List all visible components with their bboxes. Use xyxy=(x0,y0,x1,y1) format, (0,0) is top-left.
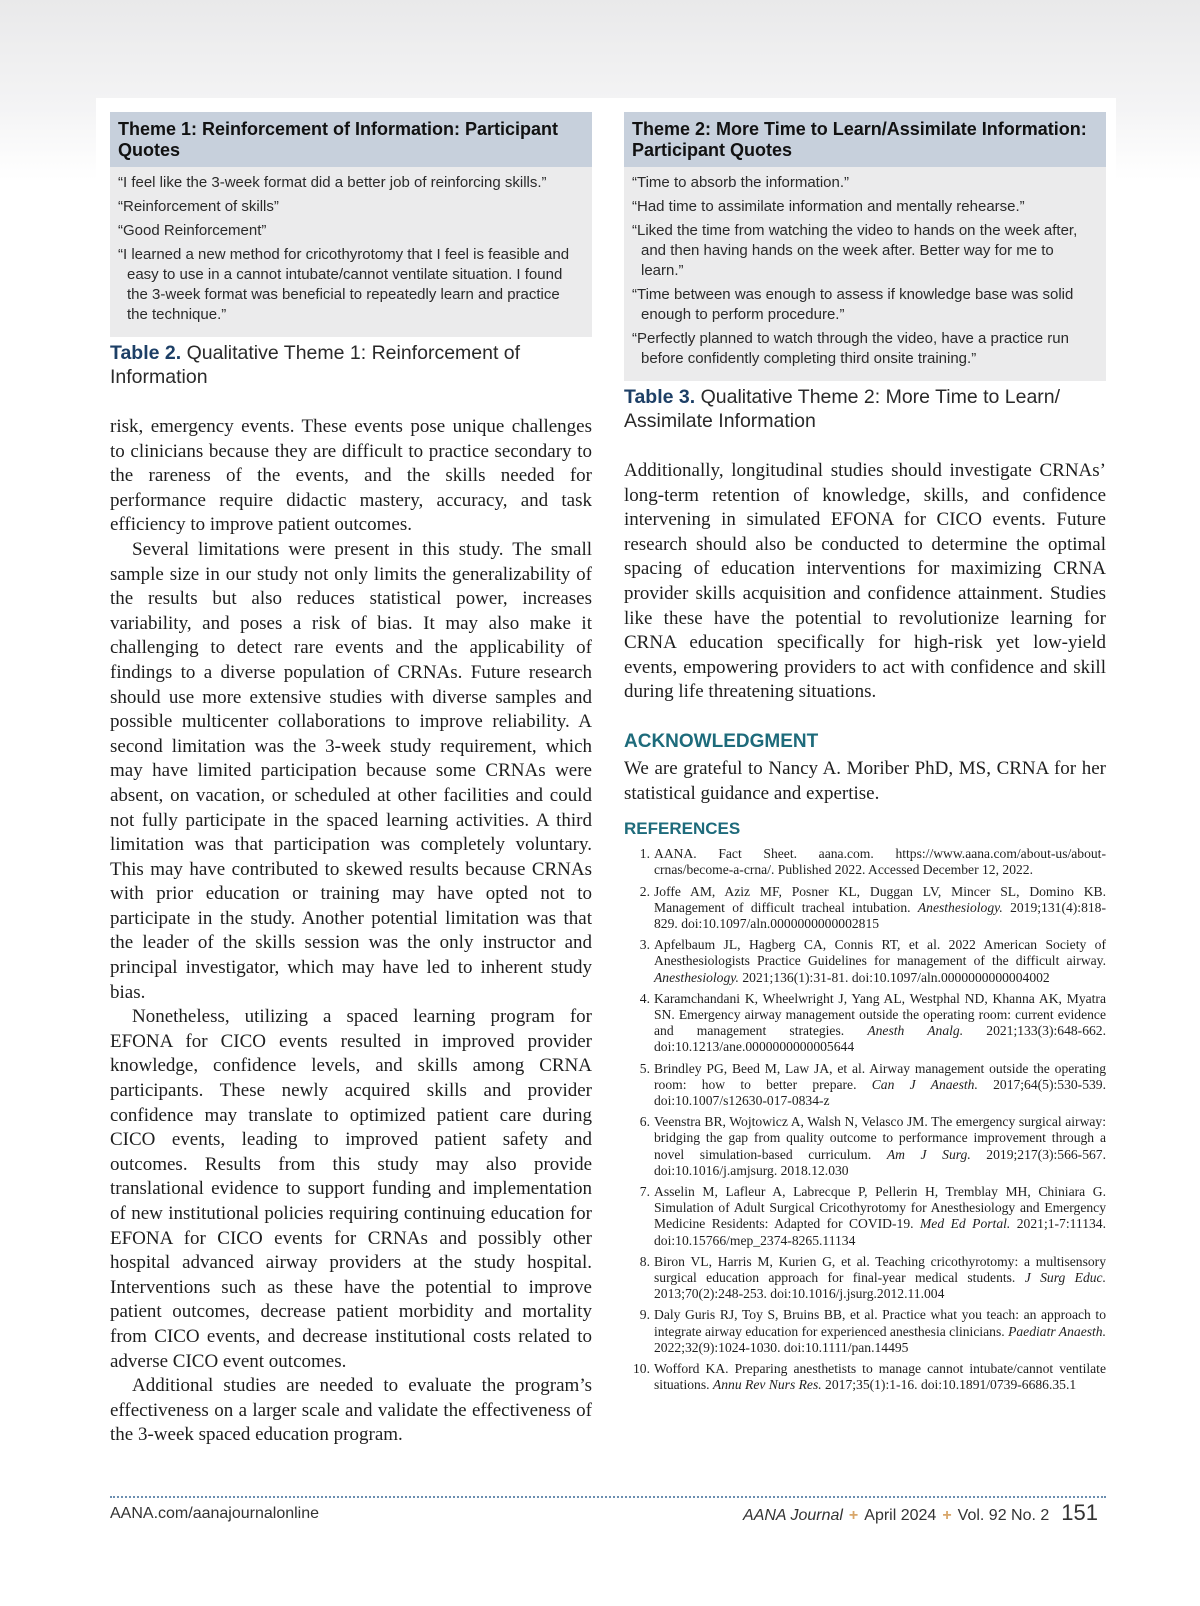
quote-item: “Time between was enough to assess if knowledge base was solid enough to perform procedure.” xyxy=(632,286,1074,323)
body-paragraph: Several limitations were present in this study. The small sample size in our study not only limits the generalizability of the results but also reduces statistical power, increases variability, and poses a risk of bias. It may also make it challenging to detect rare events and the applicability of findings to a diverse population of CRNAs. Future research should use more extensive studies with diverse samples and possible multicenter collaborations to improve reliability. A second limitation was the 3-week study requirement, which may have limited participation because some CRNAs were absent, on vacation, or scheduled at other facilities and could not fully participate in the spaced learning activities. A third limitation was that participation was completely voluntary. This may have contributed to skewed results because CRNAs with prior education or training may have opted not to participate in the study. Another potential limitation was that the leader of the skills session was the only instructor and principal investigator, which may have led to inherent study bias. xyxy=(110,538,592,1003)
reference-text: Brindley PG, Beed M, Law JA, et al. Airway management outside the operating room: how to better prepare. xyxy=(654,1060,1106,1092)
reference-text: Joffe AM, Aziz MF, Posner KL, Duggan LV, Mincer SL, Domino KB. Management of difficult tracheal intubation. xyxy=(654,883,1106,915)
reference-text: Daly Guris RJ, Toy S, Bruins BB, et al. Practice what you teach: an approach to integrate airway education for experienced anesthesia clinicians. xyxy=(654,1307,1106,1339)
reference-item xyxy=(624,1254,1106,1303)
reference-number: 10 . xyxy=(630,1361,650,1377)
table-3-caption-text: Qualitative Theme 2: More Time to Learn/ Assimilate Information xyxy=(624,386,1061,432)
table-2-caption-text: Qualitative Theme 1: Reinforcement of Information xyxy=(110,342,521,388)
footer-journal-name: AANA Journal xyxy=(743,1507,843,1524)
reference-number: 5 . xyxy=(630,1061,650,1077)
page-number: 151 xyxy=(1061,1500,1098,1525)
table-2-caption-label: Table 2. xyxy=(110,342,182,364)
table-3-caption xyxy=(624,385,1106,433)
reference-item xyxy=(624,1114,1106,1179)
table-2-box xyxy=(110,112,592,337)
reference-text: Apfelbaum JL, Hagberg CA, Connis RT, et al. 2022 American Society of Anesthesiologists Practice Guidelines for management of the difficult airway. xyxy=(654,937,1106,969)
reference-details: 2019;217(3):566-567. doi:10.1016/j.amjsurg. 2018.12.030 xyxy=(654,1146,1106,1178)
footer-divider xyxy=(110,1496,1106,1498)
reference-text: AANA. Fact Sheet. aana.com. https://www.aana.com/about-us/about-crnas/become-a-crna/. Published 2022. Accessed December 12, 2022. xyxy=(654,846,1106,878)
reference-number: 4 . xyxy=(630,991,650,1007)
reference-details: 2017;64(5):530-539. doi:10.1007/s12630-017-0834-z xyxy=(654,1076,1106,1108)
references-list xyxy=(624,846,1106,1393)
reference-journal: Annu Rev Nurs Res. xyxy=(712,1377,822,1393)
left-column xyxy=(110,112,592,1448)
footer-separator: + xyxy=(942,1507,952,1524)
reference-number: 9 . xyxy=(630,1307,650,1323)
table-2-header: Theme 1: Reinforcement of Information: Participant Quotes xyxy=(110,112,592,167)
reference-journal: J Surg Educ. xyxy=(1024,1270,1106,1285)
body-paragraph: Nonetheless, utilizing a spaced learning program for EFONA for CICO events resulted in improved provider knowledge, confidence levels, and skills among CRNA participants. These newly acquired skills and provider confidence may translate to optimized patient care during CICO events, leading to improved patient safety and outcomes. Results from this study may also provide translational evidence to support funding and implementation of new institutional policies requiring continuing education for EFONA for CICO events for CRNAs and possibly other hospital advanced airway providers at the study hospital. Interventions such as these have the potential to improve patient outcomes, decrease patient morbidity and mortality from CICO events, and decrease institutional costs related to adverse CICO event outcomes. xyxy=(110,1006,592,1372)
table-3-caption-label: Table 3. xyxy=(624,386,696,408)
reference-item xyxy=(624,884,1106,933)
table-3-box xyxy=(624,112,1106,381)
quote-item: “I feel like the 3-week format did a better job of reinforcing skills.” xyxy=(118,174,547,191)
reference-journal: Am J Surg. xyxy=(886,1146,971,1162)
references-heading: REFERENCES xyxy=(624,819,741,839)
reference-item xyxy=(624,1184,1106,1249)
reference-details: 2021;1-7:11134. doi:10.15766/mep_2374-8265.11134 xyxy=(654,1216,1106,1248)
acknowledgment-heading: ACKNOWLEDGMENT xyxy=(624,730,819,752)
quote-item: “Reinforcement of skills” xyxy=(118,198,279,215)
reference-details: 2021;133(3):648-662. doi:10.1213/ane.0000000000005644 xyxy=(654,1023,1106,1055)
quote-item: “Had time to assimilate information and mentally rehearse.” xyxy=(632,198,1025,215)
reference-journal: Anesthesiology. xyxy=(917,899,1003,915)
right-column xyxy=(624,112,1106,1398)
body-paragraph: Additionally, longitudinal studies should investigate CRNAs’ long-term retention of knowledge, skills, and confidence intervening in simulated EFONA for CICO events. Future research should also be conducted to determine the optimal spacing of education interventions for maximizing CRNA provider skills acquisition and confidence attainment. Studies like these have the potential to revolutionize learning for CRNA education specifically for high-risk yet low-yield events, empowering providers to act with confidence and skill during life threatening situations. xyxy=(624,460,1106,703)
table-2-caption xyxy=(110,341,592,389)
reference-journal: Can J Anaesth. xyxy=(871,1076,978,1092)
reference-number: 1 . xyxy=(630,846,650,862)
reference-text: Veenstra BR, Wojtowicz A, Walsh N, Velasco JM. The emergency surgical airway: bridging the gap from quality outcome to performance improvement through a novel simulation-based curriculum. xyxy=(654,1114,1106,1162)
reference-text: Biron VL, Harris M, Kurien G, et al. Teaching cricothyrotomy: a multisensory surgical education approach for final-year medical students. xyxy=(654,1253,1106,1285)
footer-date: April 2024 xyxy=(864,1507,937,1524)
reference-number: 8 . xyxy=(630,1254,650,1270)
footer-journal-url[interactable]: AANA.com/aanajournalonline xyxy=(110,1505,320,1522)
acknowledgment-text: We are grateful to Nancy A. Moriber PhD, MS, CRNA for her statistical guidance and expertise. xyxy=(624,757,1106,804)
reference-journal: Paediatr Anaesth. xyxy=(1008,1323,1107,1339)
quote-item: “Liked the time from watching the video to hands on the week after, and then having hands on the week after. Better way for me to learn.” xyxy=(632,222,1078,279)
reference-item xyxy=(624,1061,1106,1110)
reference-item xyxy=(624,846,1106,878)
table-3-quotes xyxy=(624,167,1106,381)
reference-details: 2013;70(2):248-253. doi:10.1016/j.jsurg.2012.11.004 xyxy=(654,1286,945,1302)
reference-item xyxy=(624,1361,1106,1393)
reference-number: 3 . xyxy=(630,937,650,953)
body-paragraph: risk, emergency events. These events pose unique challenges to clinicians because they are difficult to practice secondary to the rareness of the events, and the skills needed for performance require didactic mastery, accuracy, and task efficiency to improve patient outcomes. xyxy=(110,416,592,536)
footer-separator: + xyxy=(848,1507,859,1524)
reference-journal: Anesthesiology. xyxy=(654,969,739,985)
reference-number: 2 . xyxy=(630,884,650,900)
body-paragraph: Additional studies are needed to evaluate the program’s effectiveness on a larger scale and validate the effectiveness of the 3-week spaced education program. xyxy=(110,1375,592,1446)
quote-item: “Perfectly planned to watch through the video, have a practice run before confidently completing third onsite training.” xyxy=(632,330,1069,367)
quote-item: “I learned a new method for cricothyrotomy that I feel is feasible and easy to use in a cannot intubate/cannot ventilate situation. I found the 3-week format was beneficial to repeatedly learn and practice the technique.” xyxy=(118,246,570,323)
reference-details: 2017;35(1):1-16. doi:10.1891/0739-6686.35.1 xyxy=(821,1377,1077,1393)
table-3-header: Theme 2: More Time to Learn/Assimilate Information: Participant Quotes xyxy=(624,112,1106,167)
reference-item xyxy=(624,1307,1106,1356)
quote-item: “Time to absorb the information.” xyxy=(632,174,850,191)
reference-details: 2019;131(4):818-829. doi:10.1097/aln.0000000000002815 xyxy=(654,899,1106,931)
footer-volume: Vol. 92 No. 2 xyxy=(957,1507,1050,1524)
reference-number: 6 . xyxy=(630,1114,650,1130)
journal-page xyxy=(96,98,1116,1606)
left-body-text xyxy=(110,415,592,1448)
reference-details: 2021;136(1):31-81. doi:10.1097/aln.0000000000004002 xyxy=(738,969,1050,985)
reference-item xyxy=(624,991,1106,1056)
footer-citation xyxy=(743,1500,1098,1526)
table-2-quotes xyxy=(110,167,592,337)
reference-text: Asselin M, Lafleur A, Labrecque P, Pellerin H, Tremblay MH, Chiniara G. Simulation of Adult Surgical Cricothyrotomy for Anesthesiology and Emergency Medicine Residents: Adapted for COVID-19. xyxy=(654,1183,1106,1232)
reference-journal: Med Ed Portal. xyxy=(919,1216,1011,1232)
reference-details: 2022;32(9):1024-1030. doi:10.1111/pan.14495 xyxy=(654,1339,909,1355)
reference-journal: Anesth Analg. xyxy=(867,1023,964,1039)
quote-item: “Good Reinforcement” xyxy=(118,222,267,239)
reference-text: Wofford KA. Preparing anesthetists to manage cannot intubate/cannot ventilate situations. xyxy=(654,1361,1106,1393)
reference-text: Karamchandani K, Wheelwright J, Yang AL, Westphal ND, Khanna AK, Myatra SN. Emergency airway management outside the operating room: current evidence and management strategies. xyxy=(654,990,1106,1039)
reference-number: 7 . xyxy=(630,1184,650,1200)
reference-item xyxy=(624,937,1106,986)
